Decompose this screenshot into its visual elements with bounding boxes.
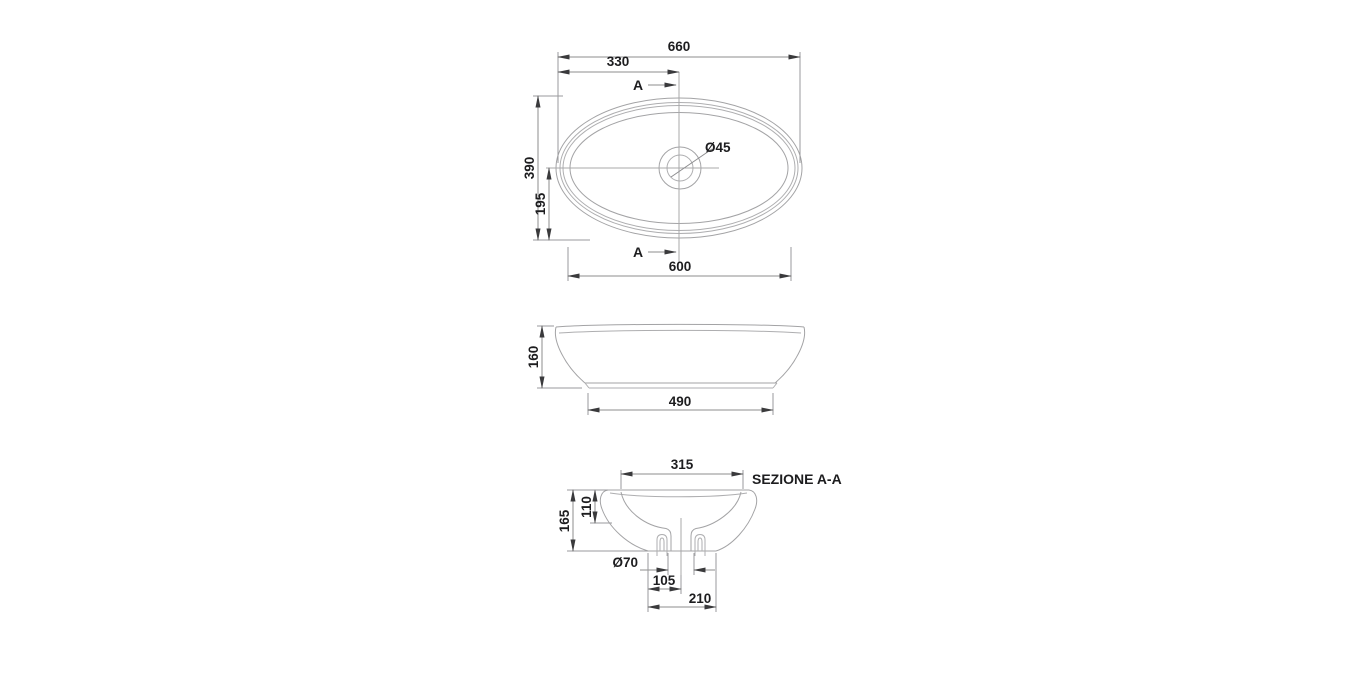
section-rim-back-edge [610,493,747,497]
section-ear-right-outer [695,535,705,552]
dim-side-height [526,326,582,388]
dim-label: 490 [668,394,692,409]
dim-drain-diameter [612,553,715,575]
dim-center-offset [648,573,681,594]
section-ear-right-inner [698,538,702,551]
dim-side-base-width [588,393,773,415]
side-inner-rim [559,330,801,333]
dim-label: Ø70 [612,555,638,570]
section-outer-shell-right [716,490,757,551]
side-profile-right [775,327,805,383]
dim-section-inner-width [621,457,743,489]
dim-bowl-depth [579,490,612,523]
dim-label: 110 [579,496,594,518]
dim-label: 210 [688,591,712,606]
side-base-left-bevel [585,383,589,388]
section-title: SEZIONE A-A [752,471,842,487]
drain-diameter-label: Ø45 [705,140,731,155]
section-ear-left-outer [657,535,667,552]
dim-label: 165 [557,509,572,533]
section-marker-top [633,77,676,93]
dim-label: 330 [606,54,630,69]
dim-label: 600 [668,259,692,274]
side-view [526,324,805,415]
dim-label: 105 [652,573,676,588]
side-top-rim [556,324,804,327]
dim-total-height [557,490,648,551]
section-view [557,457,842,612]
section-marker-label: A [632,77,644,93]
section-marker-bottom [633,244,676,260]
dim-label: 160 [526,345,541,369]
dim-label: 660 [667,39,691,54]
side-profile-left [555,327,585,383]
side-base-right-bevel [773,383,777,388]
section-ear-left-inner [660,538,664,551]
dim-label: 315 [670,457,694,472]
section-marker-label: A [632,244,644,260]
dim-label: 195 [533,192,548,216]
section-outer-shell-left [600,490,648,551]
top-view [522,39,802,281]
dim-label: 390 [522,156,537,180]
